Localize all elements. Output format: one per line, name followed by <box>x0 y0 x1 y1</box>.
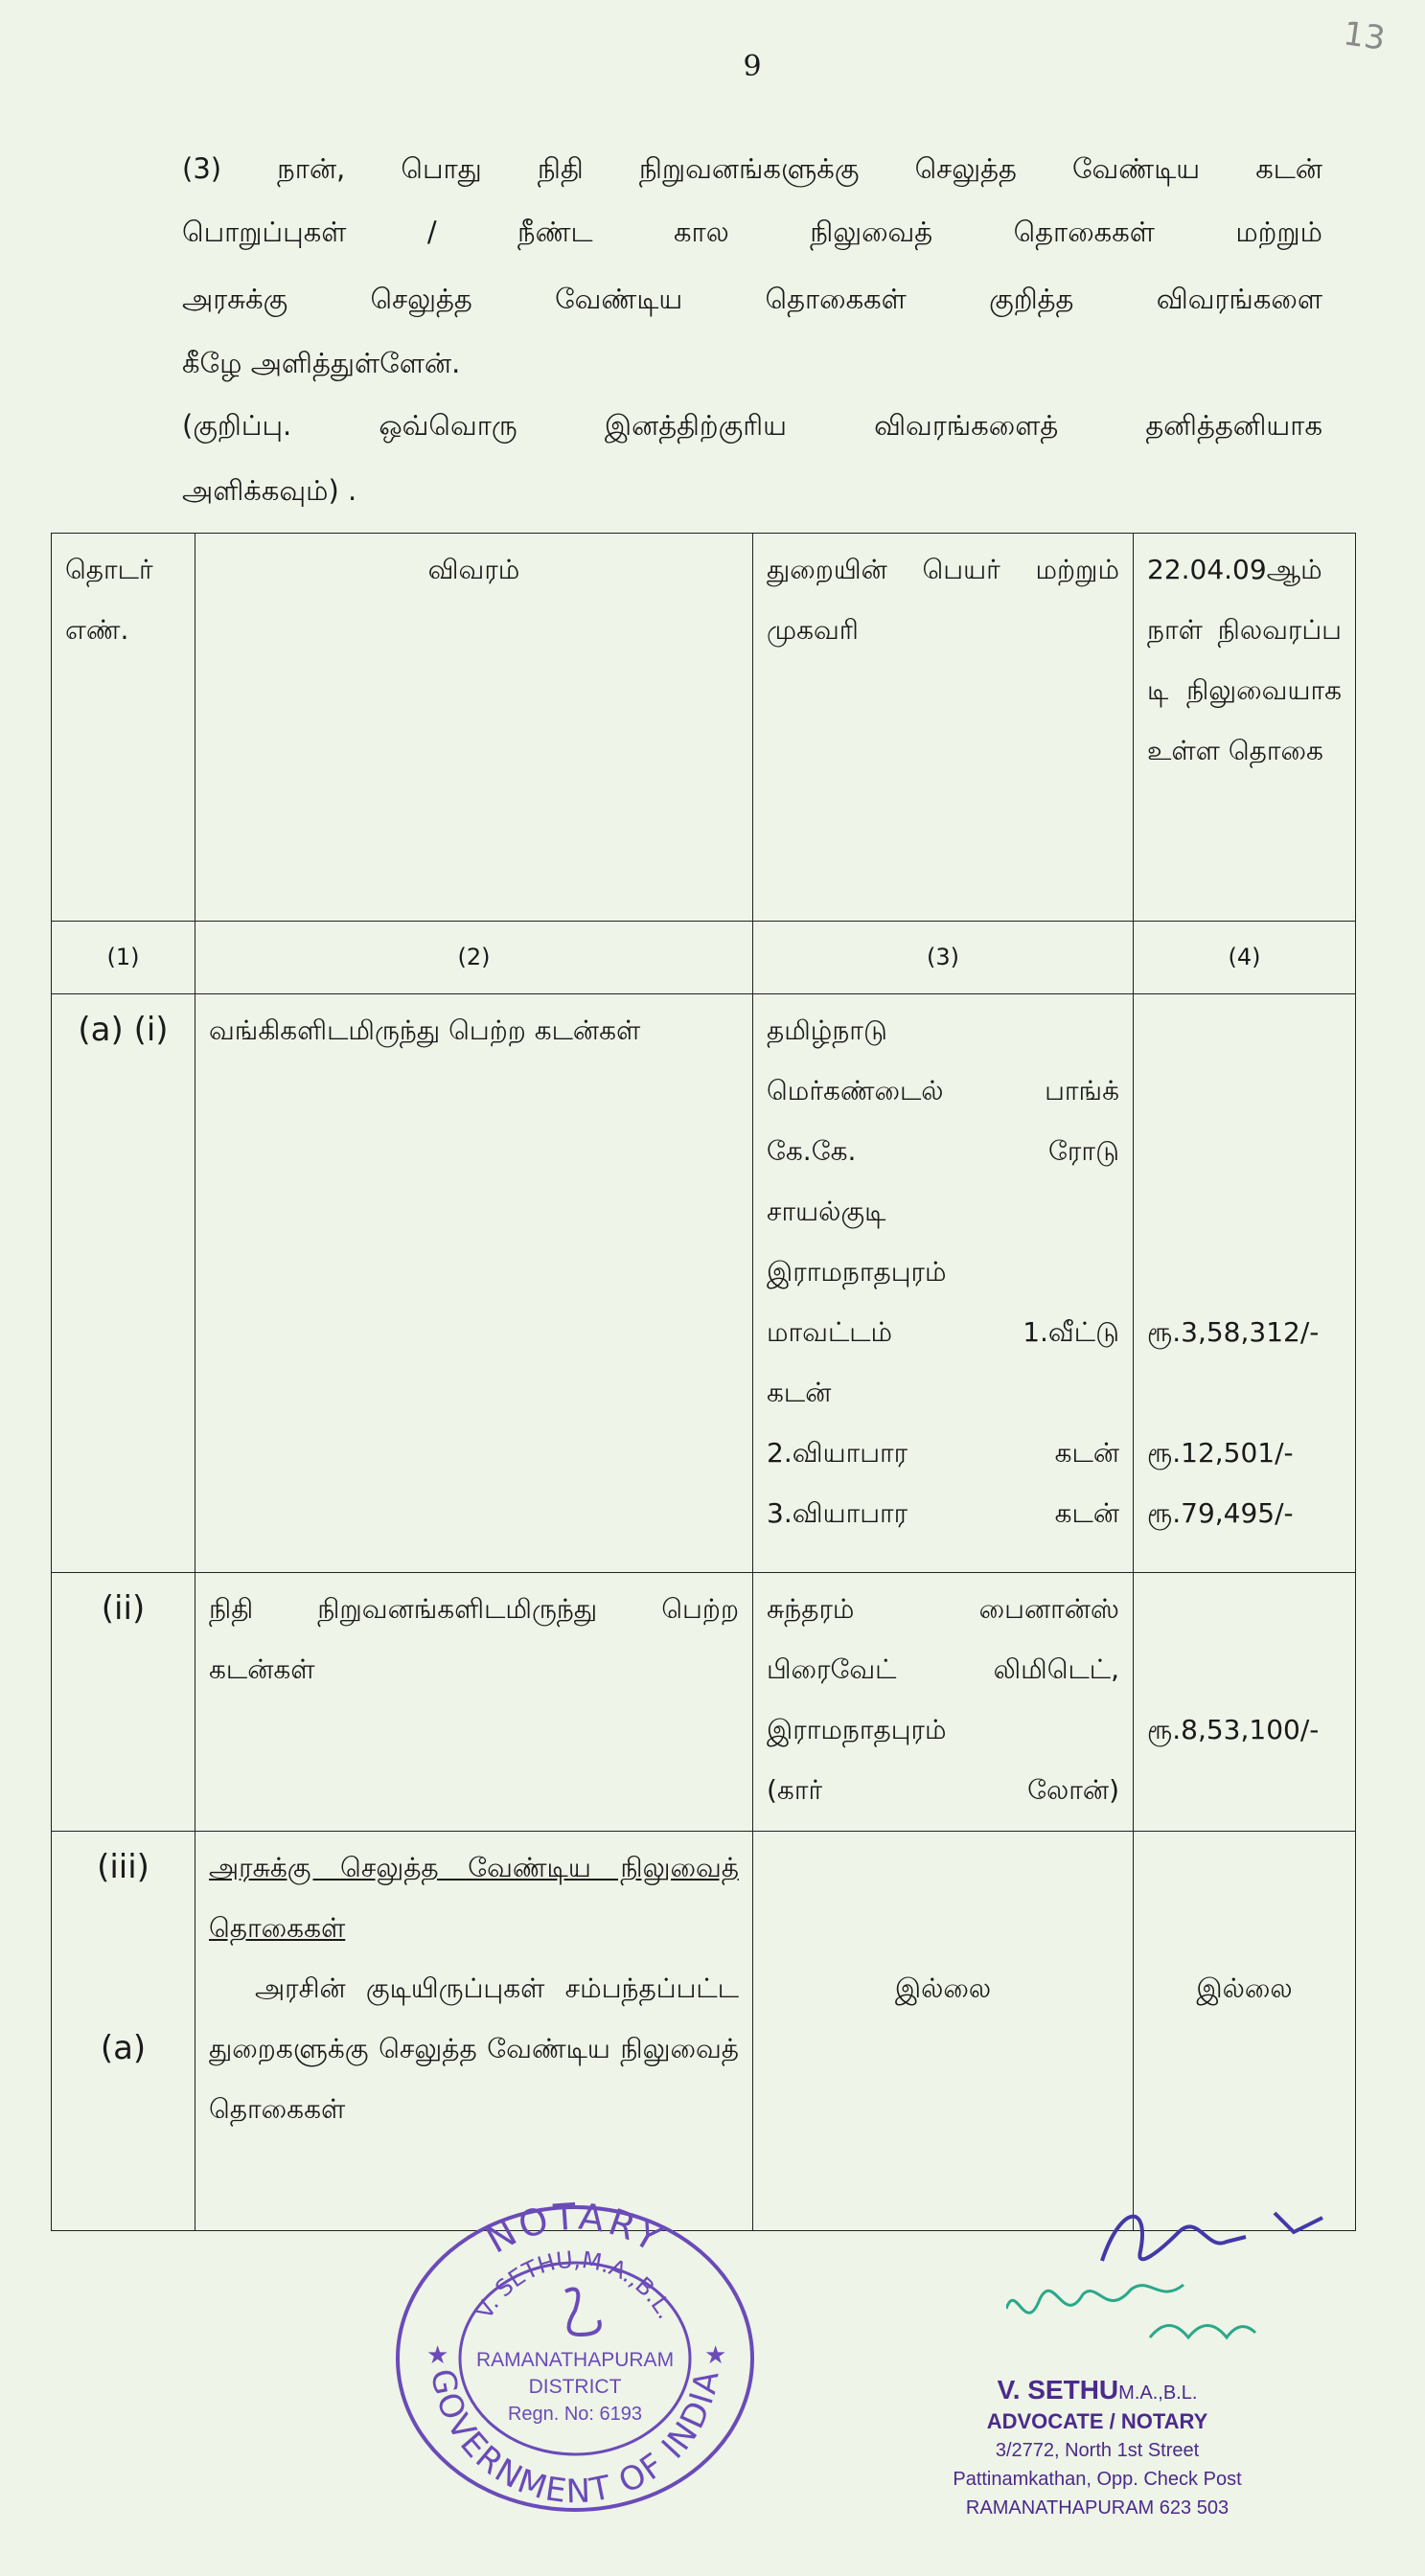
seal-star-icon: ★ <box>704 2341 727 2370</box>
table-row-government-dues <box>52 1832 1356 2231</box>
department-line: 2.வியாபார கடன் <box>767 1437 1119 1469</box>
column-number-4: (4) <box>1134 922 1356 994</box>
header-amount: 22.04.09ஆம் நாள் நிலவரப்படி நிலுவையாக உள்ள தொகை <box>1134 534 1356 922</box>
seal-top-text: NOTARY <box>479 2196 672 2262</box>
page-number: 9 <box>743 50 762 83</box>
seal-center-line-2: DISTRICT <box>528 2376 622 2398</box>
notary-name-line <box>867 2376 1327 2407</box>
amount-house-loan: ரூ.3,58,312/- <box>1147 1316 1320 1348</box>
department-line: இராமநாதபுரம் <box>767 1256 947 1288</box>
note-line-2: அளிக்கவும்) . <box>182 474 357 507</box>
row-amount <box>1134 1832 1356 2231</box>
handwritten-page-mark: 13 <box>1341 14 1388 58</box>
department-line: தமிழ்நாடு <box>767 1014 887 1046</box>
row-details: நிதி நிறுவனங்களிடமிருந்து பெற்ற கடன்கள் <box>195 1573 753 1832</box>
department-line: (கார் லோன்) <box>767 1774 1119 1806</box>
intro-line-1: (3) நான், பொது நிதி நிறுவனங்களுக்கு செலுத்த வேண்டிய கடன் <box>182 152 1322 185</box>
notary-address-line: 3/2772, North 1st Street <box>995 2440 1200 2461</box>
row-amount <box>1134 994 1356 1573</box>
signature-date-icon <box>1150 2326 1255 2338</box>
notary-name: V. SETHU <box>997 2375 1119 2405</box>
department-line: சாயல்குடி <box>767 1196 886 1227</box>
notary-address-line: Pattinamkathan, Opp. Check Post <box>953 2469 1242 2490</box>
amount-none: இல்லை <box>1196 1972 1293 2004</box>
seal-initial-icon <box>565 2290 600 2336</box>
header-serial: தொடர் எண். <box>52 534 195 922</box>
row-amount <box>1134 1573 1356 1832</box>
row-serial: (ii) <box>52 1573 195 1832</box>
notary-title: ADVOCATE / NOTARY <box>986 2409 1208 2433</box>
department-line: சுந்தரம் பைனான்ஸ் <box>767 1593 1119 1625</box>
details-body: அரசின் குடியிருப்புகள் சம்பந்தப்பட்ட துறைகளுக்கு செலுத்த வேண்டிய நிலுவைத் தொகைகள் <box>209 1972 739 2125</box>
row-details: வங்கிகளிடமிருந்து பெற்ற கடன்கள் <box>195 994 753 1573</box>
note-line-1: (குறிப்பு. ஒவ்வொரு இனத்திற்குரிய விவரங்களைத் தனித்தனியாக <box>182 409 1322 442</box>
signature-stroke-icon <box>1102 2213 1322 2261</box>
signature-initials-icon <box>1006 2285 1184 2313</box>
row-serial-sub: (a) <box>100 2029 147 2067</box>
liabilities-table <box>51 533 1356 2231</box>
table-row-finance-loans <box>52 1573 1356 1832</box>
column-number-2: (2) <box>195 922 753 994</box>
notary-qualifications: M.A.,B.L. <box>1118 2382 1198 2404</box>
seal-bottom-text: GOVERNMENT OF INDIA <box>423 2365 727 2512</box>
department-line: மாவட்டம் 1.வீட்டு <box>767 1316 1119 1348</box>
row-details <box>195 1832 753 2231</box>
department-line: கடன் <box>767 1377 832 1408</box>
header-department: துறையின் பெயர் மற்றும் முகவரி <box>753 534 1134 922</box>
notary-stamp <box>867 2376 1327 2522</box>
department-line: கே.கே. ரோடு <box>767 1135 1119 1167</box>
department-line: பிரைவேட் லிமிடெட், <box>767 1653 1119 1685</box>
intro-line-4: கீழே அளித்துள்ளேன். <box>182 347 461 379</box>
seal-center-line-1: RAMANATHAPURAM <box>475 2349 675 2371</box>
column-number-1: (1) <box>52 922 195 994</box>
row-department <box>753 1573 1134 1832</box>
row-serial: (a) (i) <box>52 994 195 1573</box>
row-department <box>753 1832 1134 2231</box>
header-details: விவரம் <box>195 534 753 922</box>
amount-car-loan: ரூ.8,53,100/- <box>1147 1714 1320 1745</box>
intro-line-3: அரசுக்கு செலுத்த வேண்டிய தொகைகள் குறித்த விவரங்களை <box>182 283 1322 315</box>
row-department <box>753 994 1134 1573</box>
notary-seal <box>388 2196 762 2512</box>
details-heading: அரசுக்கு செலுத்த வேண்டிய நிலுவைத் தொகைகள் <box>209 1852 739 1944</box>
column-number-row <box>52 922 1356 994</box>
column-number-3: (3) <box>753 922 1134 994</box>
department-line: 3.வியாபார கடன் <box>767 1497 1119 1529</box>
seal-star-icon: ★ <box>426 2341 449 2370</box>
department-line: இராமநாதபுரம் <box>767 1714 947 1745</box>
table-header-row <box>52 534 1356 922</box>
row-serial-main: (iii) <box>97 1848 149 1886</box>
seal-ring-text: V. SETHU,M.A.,B.L. <box>471 2245 680 2324</box>
row-serial <box>52 1832 195 2231</box>
notary-address-line: RAMANATHAPURAM 623 503 <box>965 2497 1230 2519</box>
department-line: மெர்கண்டைல் பாங்க் <box>767 1075 1119 1106</box>
amount-business-loan-2: ரூ.79,495/- <box>1147 1497 1294 1529</box>
seal-center-line-3: Regn. No: 6193 <box>507 2404 643 2425</box>
department-none: இல்லை <box>894 1972 992 2004</box>
handwritten-signature <box>1006 2194 1332 2366</box>
amount-business-loan-1: ரூ.12,501/- <box>1147 1437 1294 1469</box>
table-row-bank-loans <box>52 994 1356 1573</box>
intro-line-2: பொறுப்புகள் / நீண்ட கால நிலுவைத் தொகைகள் மற்றும் <box>182 216 1322 248</box>
